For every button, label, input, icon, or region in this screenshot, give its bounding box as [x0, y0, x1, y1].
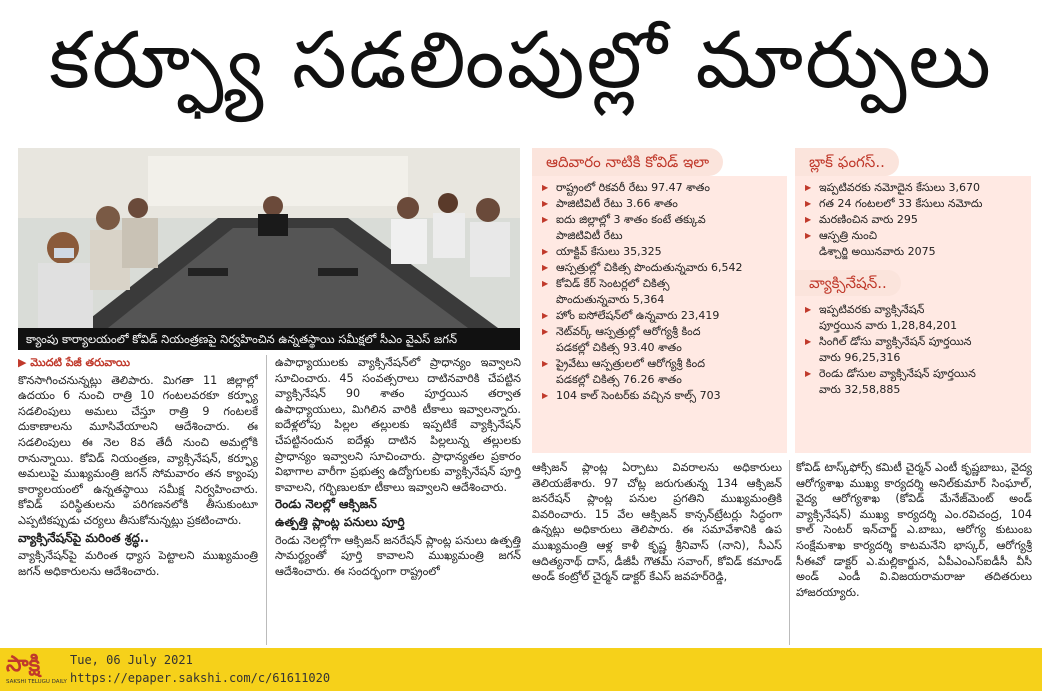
vaccine-stat-item: వారు 96,25,316 [819, 351, 901, 364]
continued-label: ▶ మొదటి పేజీ తరువాయి [18, 356, 131, 369]
logo-subtext: SAKSHI TELUGU DAILY [6, 679, 67, 685]
fungus-stat-item: ▶ గత 24 గంటలలో 33 కేసులు నమోదు [805, 196, 1025, 211]
covid-stat-item: ▶ రాష్ట్రంలో రికవరీ రేటు 97.47 శాతం [542, 180, 781, 195]
headline: కర్ఫ్యూ సడలింపుల్లో మార్పులు [49, 15, 993, 106]
covid-stat-item: పడకల్లో చికిత్స 76.26 శాతం [556, 373, 682, 386]
covid-stat-item: పాజిటివిటీ రేటు [556, 229, 623, 242]
fungus-stat-item: డిశ్చార్జి అయినవారు 2075 [819, 245, 936, 258]
black-fungus-box [795, 148, 1031, 453]
covid-stat-item: ▶ ఐదు జిల్లాల్లో 3 శాతం కంటే తక్కువ [542, 212, 781, 227]
sakshi-logo [6, 652, 67, 688]
oxygen-subhead-2: ఉత్పత్తి ప్లాంట్ల పనులు పూర్తి [275, 514, 405, 529]
column-4-body: కోవిడ్‌ టాస్క్‌ఫోర్స్‌ కమిటీ చైర్మన్‌ ఎంటీ కృష్ణబాబు, వైద్య ఆరోగ్యశాఖ ముఖ్య కార్యదర్శి అనిల్‌కుమార్‌ సింఘాల్‌, వైద్య ఆరోగ్యశాఖ (కోవిడ్‌ మేనేజ్‌మెంట్‌ అండ్‌ వ్యాక్సినేషన్‌) ముఖ్య కార్యదర్శి ఎం.రవిచంద్ర, 104 కాల్‌ సెంటర్‌ ఇన్‌చార్జ్‌ ఎ.బాబు, ఆరోగ్య కుటుంబ సంక్షేమశాఖ కార్యదర్శి కాటమనేని భాస్కర్‌, ఆరోగ్యశ్రీ సీఈవో డాక్టర్‌ ఎ.మల్లికార్జున, ఏపీఎంఎస్‌ఐడీసీ వీసీ అండ్‌ ఎండీ వి.విజయరామరాజు తదితరులు హాజరయ్యారు. [796, 461, 1032, 599]
vaccination-title: వ్యాక్సినేషన్‌.. [795, 270, 901, 296]
vaccine-stat-item: ▶ రెండు డోసుల వ్యాక్సినేషన్‌ పూర్తయిన [805, 366, 1025, 381]
vaccine-stat-item: ▶ సింగిల్‌ డోసు వ్యాక్సినేషన్‌ పూర్తయిన [805, 334, 1025, 349]
fungus-stat-item: ▶ ఆస్పత్రి నుంచి [805, 228, 1025, 243]
vaccination-list [795, 298, 1031, 402]
column-1-body: కొనసాగించనున్నట్లు తెలిపారు. మిగతా 11 జిల్లాల్లో ఉదయం 6 నుంచి రాత్రి 10 గంటలవరకూ కర్ఫ్యూ సడలింపులు అమలు చేస్తూ రాత్రి 9 గంటలకే దుకాణాలను మూసివేయాలని ఆదేశించారు. ఈ సడలింపులు ఈ నెల 8వ తేదీ నుంచి అమల్లోకి రానున్నాయి. కోవిడ్‌ నియంత్రణ, వ్యాక్సినేషన్‌, కర్ఫ్యూ అమలుపై ముఖ్యమంత్రి జగన్‌ సోమవారం తన క్యాంపు కార్యాలయంలో ఉన్నతస్థాయి సమీక్ష నిర్వహించారు. కోవిడ్‌ పరిస్థితులను పరిగణనలోకి తీసుకుంటూ ఎప్పటికప్పుడు చర్యలు తీసుకోనున్నట్లు ప్రకటించారు. [18, 373, 258, 527]
covid-list [532, 176, 787, 408]
column-2-body: ఉపాధ్యాయులకు వ్యాక్సినేషన్‌లో ప్రాధాన్యం ఇవ్వాలని సూచించారు. 45 సంవత్సరాలు దాటినవారికి చేపట్టిన వ్యాక్సినేషన్‌ 90 శాతం పూర్తయిన తర్వాత ఉపాధ్యాయులు, మిగిలిన వారికి టీకాలు ఇవ్వాలన్నారు. ఐదేళ్లలోపు పిల్లల తల్లులకు ఇప్పటికే వ్యాక్సినేషన్‌ చేపట్టినందున ఐదేళ్లు దాటిన పిల్లలున్న తల్లులకు ప్రాధాన్యం ఇవ్వాలని సూచించారు. ప్రాధాన్యతల ప్రకారం విభాగాల వారీగా ప్రభుత్వ ఉద్యోగులకు వ్యాక్సినేషన్‌ పూర్తి కావాలని, గర్భిణులకూ టీకాలు ఇవ్వాలని ఆదేశించారు. [275, 356, 521, 494]
column-3-body: ఆక్సిజన్‌ ప్లాంట్ల ఏర్పాటు వివరాలను అధికారులు తెలియజేశారు. 97 చోట్ల జరుగుతున్న 134 ఆక్సిజన్‌ జనరేషన్‌ ప్లాంట్ల పనుల ప్రగతిని ముఖ్యమంత్రికి వివరించారు. 15 వేల ఆక్సిజన్‌ కాన్సన్‌ట్రేటర్లు సిద్ధంగా ఉన్నట్లు అధికారులు తెలిపారు. ఈ సమావేశానికి ఉప ముఖ్యమంత్రి ఆళ్ల కాళీ కృష్ణ శ్రీనివాస్‌ (నాని), సీఎస్‌ ఆదిత్యనాథ్‌ దాస్‌, డీజీపీ గౌతమ్‌ సవాంగ్‌, కోవిడ్‌ కమాండ్‌ అండ్‌ కంట్రోల్‌ చైర్మన్‌ డాక్టర్‌ కేఎస్‌ జవహర్‌రెడ్డి, [532, 461, 782, 584]
covid-stat-item: ▶ యాక్టివ్‌ కేసులు 35,325 [542, 244, 781, 259]
vaccine-stat-item: ▶ ఇప్పటివరకు వ్యాక్సినేషన్‌ [805, 302, 1025, 317]
covid-stat-item: ▶ ఆస్పత్రుల్లో చికిత్స పొందుతున్నవారు 6,542 [542, 260, 781, 275]
fungus-stat-item: ▶ ఇప్పటివరకు నమోదైన కేసులు 3,670 [805, 180, 1025, 195]
article-column-2 [275, 355, 521, 645]
article-column-1 [18, 355, 258, 645]
meeting-photo-illustration [18, 148, 520, 328]
covid-stat-item: ▶ ప్రైవేటు ఆస్పత్రులలో ఆరోగ్యశ్రీ కింద [542, 356, 781, 371]
vaccine-stat-item: వారు 32,58,885 [819, 383, 901, 396]
fungus-list [795, 176, 1031, 264]
photo-caption: క్యాంపు కార్యాలయంలో కోవిడ్‌ నియంత్రణపై నిర్వహించిన ఉన్నతస్థాయి సమీక్షలో సీఎం వైఎస్‌ జగన్‌ [18, 328, 520, 350]
article-column-4 [796, 460, 1032, 645]
column-2-body-2: రెండు నెలల్లోగా ఆక్సిజన్‌ జనరేషన్‌ ప్లాంట్ల పనులు ఉత్పత్తి సామర్థ్యంతో పూర్తి కావాలని ముఖ్యమంత్రి జగన్‌ ఆదేశించారు. ఈ సందర్భంగా రాష్ట్రంలో [275, 533, 521, 578]
covid-stat-item: ▶ కోవిడ్‌ కేర్‌ సెంటర్లలో చికిత్స [542, 276, 781, 291]
fungus-stat-item: ▶ మరణించిన వారు 295 [805, 212, 1025, 227]
footer-bar [0, 648, 1042, 691]
column-1-body-2: వ్యాక్సినేషన్‌పై మరింత ధ్యాస పెట్టాలని ముఖ్యమంత్రి జగన్‌ అధికారులను ఆదేశించారు. [18, 549, 258, 578]
meeting-photo [18, 148, 520, 328]
covid-stat-item: పడకల్లో చికిత్స 93.40 శాతం [556, 341, 682, 354]
covid-status-box [532, 148, 787, 453]
covid-box-title: ఆదివారం నాటికి కోవిడ్‌ ఇలా [532, 148, 723, 176]
vaccination-subhead: వ్యాక్సినేషన్‌పై మరింత శ్రద్ధ.. [18, 530, 149, 545]
article-column-3 [532, 460, 782, 645]
covid-stat-item: ▶ హోం ఐసోలేషన్‌లో ఉన్నవారు 23,419 [542, 308, 781, 323]
covid-stat-item: పొందుతున్నవారు 5,364 [556, 293, 665, 306]
column-divider [789, 460, 790, 645]
edition-date: Tue, 06 July 2021 [70, 653, 193, 667]
logo-text: సాక్షి [6, 652, 41, 677]
covid-stat-item: ▶ నెట్‌వర్క్‌ ఆస్పత్రుల్లో ఆరోగ్యశ్రీ కింద [542, 324, 781, 339]
vaccine-stat-item: పూర్తయిన వారు 1,28,84,201 [819, 319, 958, 332]
column-divider [266, 355, 267, 645]
covid-stat-item: ▶ పాజిటివిటీ రేటు 3.66 శాతం [542, 196, 781, 211]
fungus-box-title: బ్లాక్‌ ఫంగస్‌.. [795, 148, 899, 176]
epaper-url[interactable]: https://epaper.sakshi.com/c/61611020 [70, 671, 331, 685]
oxygen-subhead-1: రెండు నెలల్లో ఆక్సిజన్‌ [275, 497, 377, 512]
covid-stat-item: ▶ 104 కాల్‌ సెంటర్‌కు వచ్చిన కాల్స్‌ 703 [542, 388, 781, 403]
